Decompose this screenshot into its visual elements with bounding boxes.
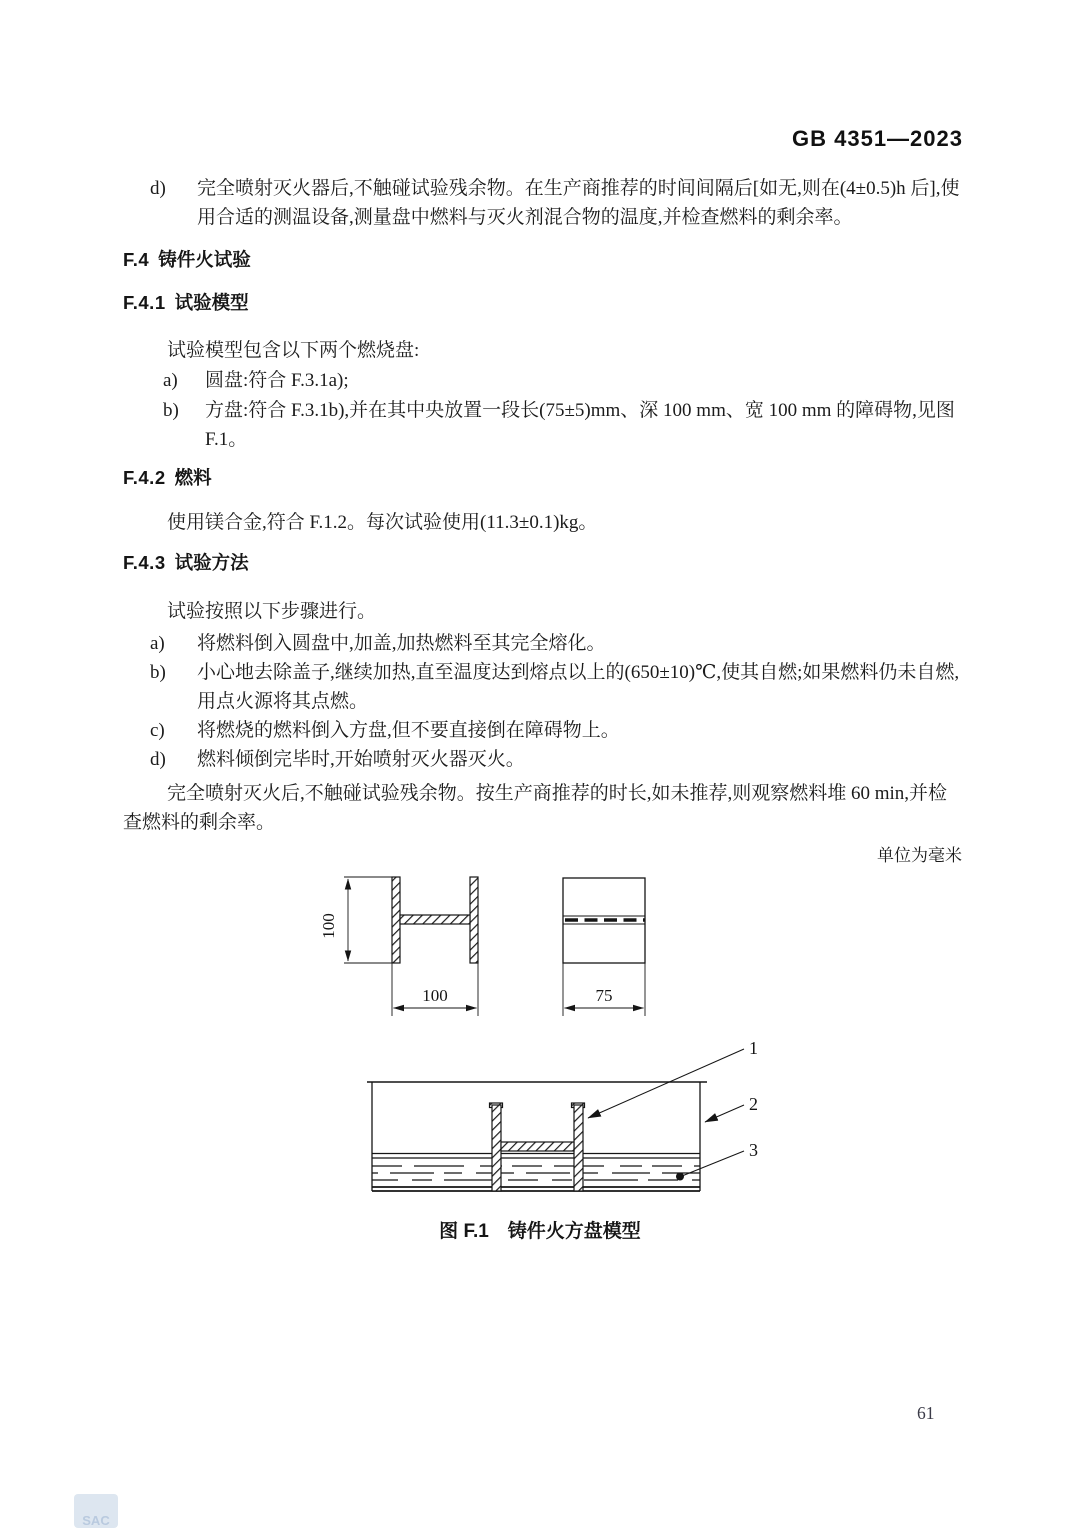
obstacle-in-pan	[490, 1103, 585, 1191]
leader-line-2	[705, 1105, 744, 1122]
section-title: 铸件火试验	[158, 249, 251, 270]
paragraph-method-closing: 完全喷射灭火后,不触碰试验残余物。按生产商推荐的时长,如未推荐,则观察燃料堆 60 min,并检查燃料的剩余率。	[123, 783, 948, 833]
section-title: 试验模型	[174, 292, 249, 313]
list-item-method-a	[150, 629, 963, 658]
dim-label-beam-height: 100	[319, 913, 338, 939]
callout-label-1: 1	[749, 1038, 758, 1058]
figure-f1-drawing	[300, 862, 1060, 1207]
callout-label-3: 3	[749, 1140, 758, 1160]
list-item-text: 方盘:符合 F.3.1b),并在其中央放置一段长(75±5)mm、深 100 mm、宽 100 mm 的障碍物,见图 F.1。	[205, 400, 955, 450]
list-marker: c)	[150, 720, 165, 741]
beam-side-view	[563, 878, 645, 963]
figure-caption: 图 F.1 铸件火方盘模型	[439, 1221, 641, 1242]
list-item-model-a	[163, 366, 963, 395]
list-item-text: 燃料倾倒完毕时,开始喷射灭火器灭火。	[197, 749, 525, 770]
list-item-model-b	[163, 396, 963, 454]
watermark-logo: SAC	[74, 1494, 118, 1528]
dimension-beam-height	[344, 877, 392, 963]
list-item-text: 圆盘:符合 F.3.1a);	[205, 370, 349, 391]
section-heading-f43	[123, 551, 249, 575]
section-heading-f41	[123, 291, 249, 315]
list-item-d-intro	[150, 174, 963, 232]
callout-leaders	[588, 1049, 744, 1181]
list-item-method-b	[150, 658, 963, 716]
section-number: F.4.2	[123, 467, 166, 488]
doc-number-header: GB 4351—2023	[792, 126, 963, 151]
callout-label-2: 2	[749, 1094, 758, 1114]
dim-label-beam-length: 75	[595, 986, 613, 1005]
figure-unit-note: 单位为毫米	[877, 846, 962, 865]
section-heading-f4	[123, 248, 251, 272]
list-item-text: 将燃料倒入圆盘中,加盖,加热燃料至其完全熔化。	[197, 633, 606, 654]
section-heading-f42	[123, 466, 212, 490]
square-pan-elevation	[367, 1082, 707, 1191]
paragraph-method-intro: 试验按照以下步骤进行。	[167, 601, 377, 622]
section-title: 燃料	[174, 467, 212, 488]
h-beam-cross-section	[392, 877, 478, 963]
page-number: 61	[917, 1403, 935, 1423]
list-item-method-c	[150, 716, 963, 745]
section-number: F.4.1	[123, 292, 166, 313]
list-marker: d)	[150, 749, 166, 770]
list-item-text: 完全喷射灭火器后,不触碰试验残余物。在生产商推荐的时间间隔后[如无,则在(4±0.5)h 后],使用合适的测温设备,测量盘中燃料与灭火剂混合物的温度,并检查燃料的剩余率。	[197, 178, 960, 228]
leader-line-3	[682, 1151, 744, 1176]
list-item-text: 小心地去除盖子,继续加热,直至温度达到熔点以上的(650±10)℃,使其自燃;如果燃料仍未自燃,用点火源将其点燃。	[197, 662, 960, 712]
paragraph-model-intro: 试验模型包含以下两个燃烧盘:	[167, 340, 420, 361]
section-title: 试验方法	[174, 552, 249, 573]
list-marker: a)	[163, 370, 178, 391]
list-marker: b)	[150, 662, 166, 683]
leader-line-1	[588, 1049, 744, 1118]
list-marker: d)	[150, 178, 166, 199]
section-number: F.4	[123, 249, 150, 270]
list-item-method-d	[150, 745, 963, 774]
paragraph-fuel: 使用镁合金,符合 F.1.2。每次试验使用(11.3±0.1)kg。	[167, 512, 598, 533]
section-number: F.4.3	[123, 552, 166, 573]
list-marker: a)	[150, 633, 165, 654]
leader-dot-3	[676, 1173, 684, 1181]
list-item-text: 将燃烧的燃料倒入方盘,但不要直接倒在障碍物上。	[197, 720, 620, 741]
list-marker: b)	[163, 400, 179, 421]
dim-label-beam-width: 100	[422, 986, 448, 1005]
